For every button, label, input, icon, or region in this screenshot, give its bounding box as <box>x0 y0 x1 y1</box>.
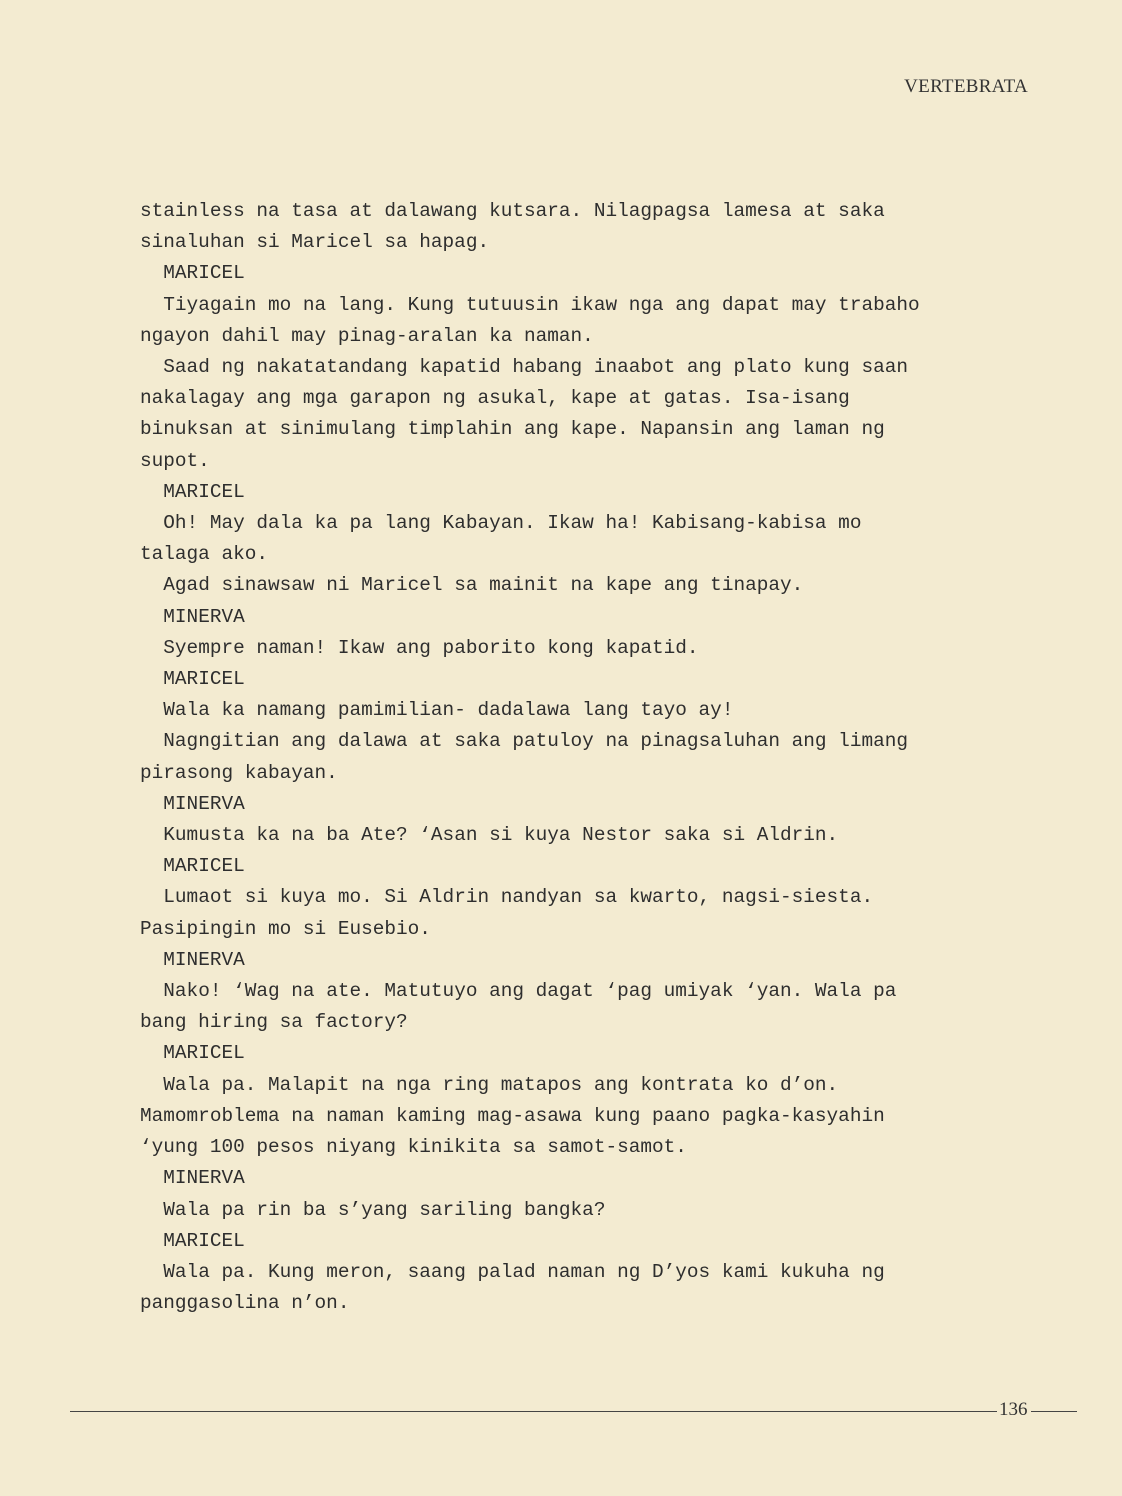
dialogue-line: Wala ka namang pamimilian- dadalawa lang tayo ay! <box>140 699 734 722</box>
speaker-name: MINERVA <box>140 605 245 628</box>
body-text <box>140 196 1000 1319</box>
dialogue-line: Lumaot si kuya mo. Si Aldrin nandyan sa kwarto, nagsi-siesta. Pasipingin mo si Eusebio. <box>140 886 874 940</box>
speaker-name: MARICEL <box>140 1229 245 1252</box>
speaker-name: MARICEL <box>140 668 245 691</box>
speaker-name: MINERVA <box>140 1167 245 1190</box>
dialogue-line: Oh! May dala ka pa lang Kabayan. Ikaw ha! Kabisang-kabisa mo talaga ako. <box>140 512 862 566</box>
paragraph: Nagngitian ang dalawa at saka patuloy na pinagsaluhan ang limang pirasong kabayan. <box>140 730 909 784</box>
footer-rule-left <box>70 1411 997 1412</box>
speaker-name: MARICEL <box>140 480 245 503</box>
paragraph: stainless na tasa at dalawang kutsara. Nilagpagsa lamesa at saka sinaluhan si Maricel sa hapag. <box>140 200 885 254</box>
page-number: 136 <box>999 1399 1028 1420</box>
dialogue-line: Kumusta ka na ba Ate? ‘Asan si kuya Nestor saka si Aldrin. <box>140 824 839 847</box>
speaker-name: MARICEL <box>140 855 245 878</box>
paragraph: Saad ng nakatatandang kapatid habang inaabot ang plato kung saan nakalagay ang mga garapon ng asukal, kape at gatas. Isa-isang binuksan at sinimulang timplahin ang kape. Napansin ang laman ng supot. <box>140 356 909 472</box>
speaker-name: MINERVA <box>140 948 245 971</box>
speaker-name: MARICEL <box>140 1042 245 1065</box>
dialogue-line: Syempre naman! Ikaw ang paborito kong kapatid. <box>140 636 699 659</box>
speaker-name: MARICEL <box>140 262 245 285</box>
dialogue-line: Wala pa. Malapit na nga ring matapos ang kontrata ko d’on. Mamomroblema na naman kaming mag-asawa kung paano pagka-kasyahin ‘yung 100 pesos niyang kinikita sa samot-samot. <box>140 1073 885 1159</box>
dialogue-line: Tiyagain mo na lang. Kung tutuusin ikaw nga ang dapat may trabaho ngayon dahil may pinag-aralan ka naman. <box>140 293 920 347</box>
dialogue-line: Nako! ‘Wag na ate. Matutuyo ang dagat ‘pag umiyak ‘yan. Wala pa bang hiring sa factory? <box>140 980 897 1034</box>
dialogue-line: Wala pa. Kung meron, saang palad naman ng D’yos kami kukuha ng panggasolina n’on. <box>140 1260 885 1315</box>
paragraph: Agad sinawsaw ni Maricel sa mainit na kape ang tinapay. <box>140 574 804 597</box>
speaker-name: MINERVA <box>140 792 245 815</box>
running-head: VERTEBRATA <box>904 76 1028 97</box>
dialogue-line: Wala pa rin ba s’yang sariling bangka? <box>140 1198 606 1221</box>
footer-rule-right <box>1031 1411 1077 1412</box>
